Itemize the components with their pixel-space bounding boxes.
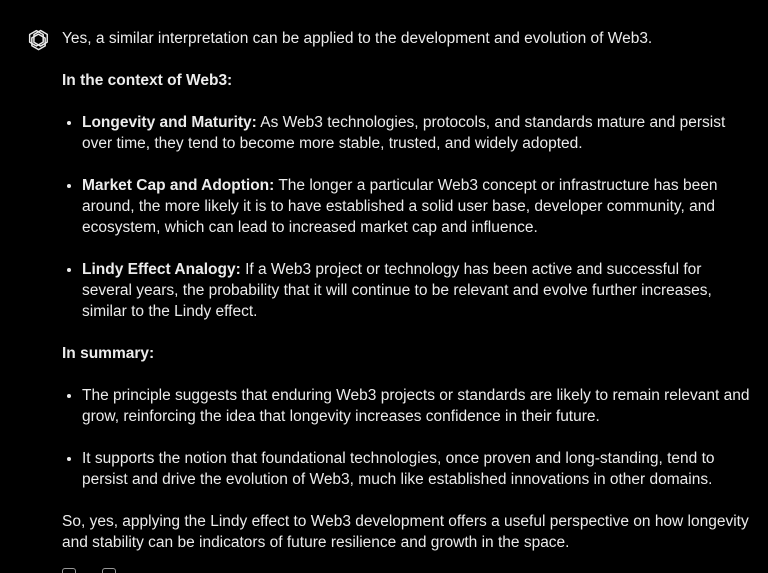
list-item: • It supports the notion that foundational technologies, once proven and long-standing, tend to persist and drive the evolution of Web3, much like established innovations in other domains.: [82, 448, 752, 490]
list-item: • The principle suggests that enduring Web3 projects or standards are likely to remain relevant and grow, reinforcing the idea that longevity increases confidence in their future.: [82, 385, 752, 427]
list-item-text: The longer a particular Web3 concept or infrastructure has been around, the more likely it is to have established a solid user base, developer community, and ecosystem, which can lead to increased market cap and influence.: [82, 177, 718, 236]
message-actions: [62, 568, 116, 573]
openai-logo-icon: [26, 27, 51, 52]
section-heading-summary: In summary:: [62, 345, 155, 362]
message-closing: So, yes, applying the Lindy effect to Web3 development offers a useful perspective on how longevity and stability can be indicators of future resilience and growth in the space.: [62, 513, 749, 551]
list-item-text: If a Web3 project or technology has been active and successful for several years, the probability that it will continue to be relevant and evolve further increases, similar to the Lindy effect.: [82, 261, 712, 320]
context-list: [62, 112, 752, 322]
speaker-icon[interactable]: [62, 568, 76, 573]
list-item: [82, 175, 752, 238]
list-item-text: As Web3 technologies, protocols, and standards mature and persist over time, they tend to become more stable, trusted, and widely adopted.: [82, 114, 726, 152]
list-item: [82, 112, 752, 154]
section-heading-context: In the context of Web3:: [62, 72, 233, 89]
list-item-title: Lindy Effect Analogy:: [82, 261, 241, 278]
message-intro: Yes, a similar interpretation can be applied to the development and evolution of Web3.: [62, 30, 653, 47]
assistant-message: [62, 28, 752, 553]
copy-icon[interactable]: [102, 568, 116, 573]
assistant-avatar: [26, 27, 51, 52]
list-item-title: Market Cap and Adoption:: [82, 177, 275, 194]
summary-list: [62, 385, 752, 490]
list-item: [82, 259, 752, 322]
list-item-title: Longevity and Maturity:: [82, 114, 257, 131]
